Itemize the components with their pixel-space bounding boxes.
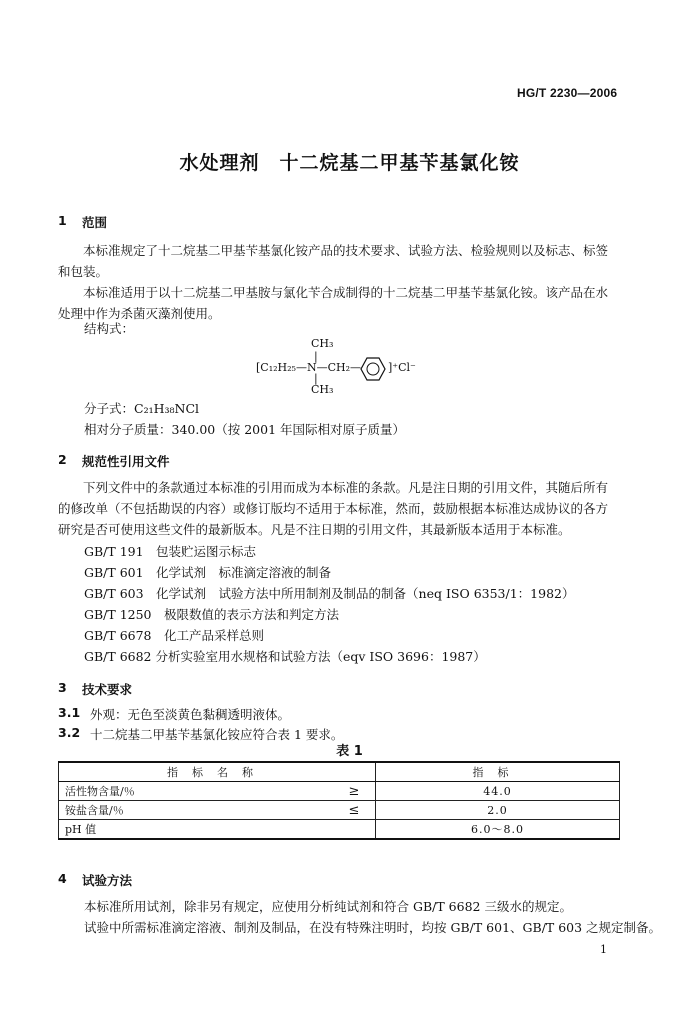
formula-ch3-top: CH₃ [311, 337, 334, 350]
section-4-number: 4 [58, 871, 67, 886]
table-cell-value: 2.0 [376, 801, 620, 820]
molecular-formula: 分子式：C₂₁H₃₈NCl [84, 401, 200, 416]
specification-table [58, 761, 620, 840]
table-cell-name: 铵盐含量/％ [59, 801, 334, 820]
section-4-paragraph-1: 本标准所用试剂，除非另有规定，应使用分析纯试剂和符合 GB/T 6682 三级水的规定。 [84, 899, 572, 914]
table-cell-operator: ≤ [333, 801, 376, 820]
clause-3-2-text: 十二烷基二甲基苄基氯化铵应符合表 1 要求。 [90, 727, 344, 742]
table-row [59, 801, 620, 820]
section-1-paragraph-2: 本标准适用于以十二烷基二甲基胺与氯化苄合成制得的十二烷基二甲基苄基氯化铵。该产品在水处理中作为杀菌灭藻剂使用。 [58, 285, 609, 321]
reference-item: GB/T 603 化学试剂 试验方法中所用制剂及制品的制备（neq ISO 6353/1：1982） [84, 586, 575, 601]
structural-formula [256, 337, 446, 396]
reference-item: GB/T 191 包装贮运图示标志 [84, 544, 257, 559]
formula-ch3-bottom: CH₃ [311, 383, 334, 396]
standard-number: HG/T 2230—2006 [517, 86, 618, 100]
formula-bond-bottom: | [314, 372, 318, 385]
table-caption: 表 1 [336, 744, 363, 759]
section-4-paragraph-2: 试验中所需标准滴定溶液、制剂及制品，在没有特殊注明时，均按 GB/T 601、GB/T 603 之规定制备。 [84, 920, 662, 935]
table-row [59, 820, 620, 840]
section-2-heading: 规范性引用文件 [82, 454, 170, 469]
table-row [59, 782, 620, 801]
table-cell-operator: ≥ [333, 782, 376, 801]
table-cell-value: 44.0 [376, 782, 620, 801]
clause-3-2-number: 3.2 [58, 725, 81, 740]
reference-item: GB/T 601 化学试剂 标准滴定溶液的制备 [84, 565, 332, 580]
section-1-heading: 范围 [82, 215, 108, 230]
formula-bond-top: | [314, 350, 318, 363]
reference-item: GB/T 6682 分析实验室用水规格和试验方法（eqv ISO 3696：1987） [84, 649, 486, 664]
formula-main-chain: [C₁₂H₂₅—N—CH₂— [256, 361, 361, 374]
reference-item: GB/T 6678 化工产品采样总则 [84, 628, 265, 643]
table-header-name: 指标名称 [59, 762, 376, 782]
clause-3-1-text: 外观：无色至淡黄色黏稠透明液体。 [90, 707, 291, 722]
section-3-number: 3 [58, 680, 67, 695]
molecular-weight: 相对分子质量：340.00（按 2001 年国际相对原子质量） [84, 422, 405, 437]
page-number: 1 [600, 943, 607, 956]
table-cell-name: 活性物含量/％ [59, 782, 334, 801]
reference-item: GB/T 1250 极限数值的表示方法和判定方法 [84, 607, 340, 622]
section-2-paragraph: 下列文件中的条款通过本标准的引用而成为本标准的条款。凡是注日期的引用文件，其随后所有的修改单（不包括勘误的内容）或修订版均不适用于本标准，然而，鼓励根据本标准达成协议的各方研究是否可使用这些文件的最新版本。凡是不注日期的引用文件，其最新版本适用于本标准。 [58, 480, 609, 537]
table-cell-operator [333, 820, 376, 840]
table-cell-name: pH 值 [59, 820, 334, 840]
section-1-number: 1 [58, 213, 67, 228]
section-4-heading: 试验方法 [82, 873, 133, 888]
table-header-value: 指标 [376, 762, 620, 782]
structure-label: 结构式： [84, 321, 135, 336]
document-title: 水处理剂 十二烷基二甲基苄基氯化铵 [179, 152, 520, 174]
section-1-paragraph-1: 本标准规定了十二烷基二甲基苄基氯化铵产品的技术要求、试验方法、检验规则以及标志、标签和包装。 [58, 243, 609, 279]
formula-charge: ]⁺Cl⁻ [388, 361, 416, 374]
benzene-ring-icon [360, 357, 386, 381]
table-cell-value: 6.0～8.0 [376, 820, 620, 840]
clause-3-1-number: 3.1 [58, 705, 81, 720]
section-2-number: 2 [58, 452, 67, 467]
section-3-heading: 技术要求 [82, 682, 133, 697]
